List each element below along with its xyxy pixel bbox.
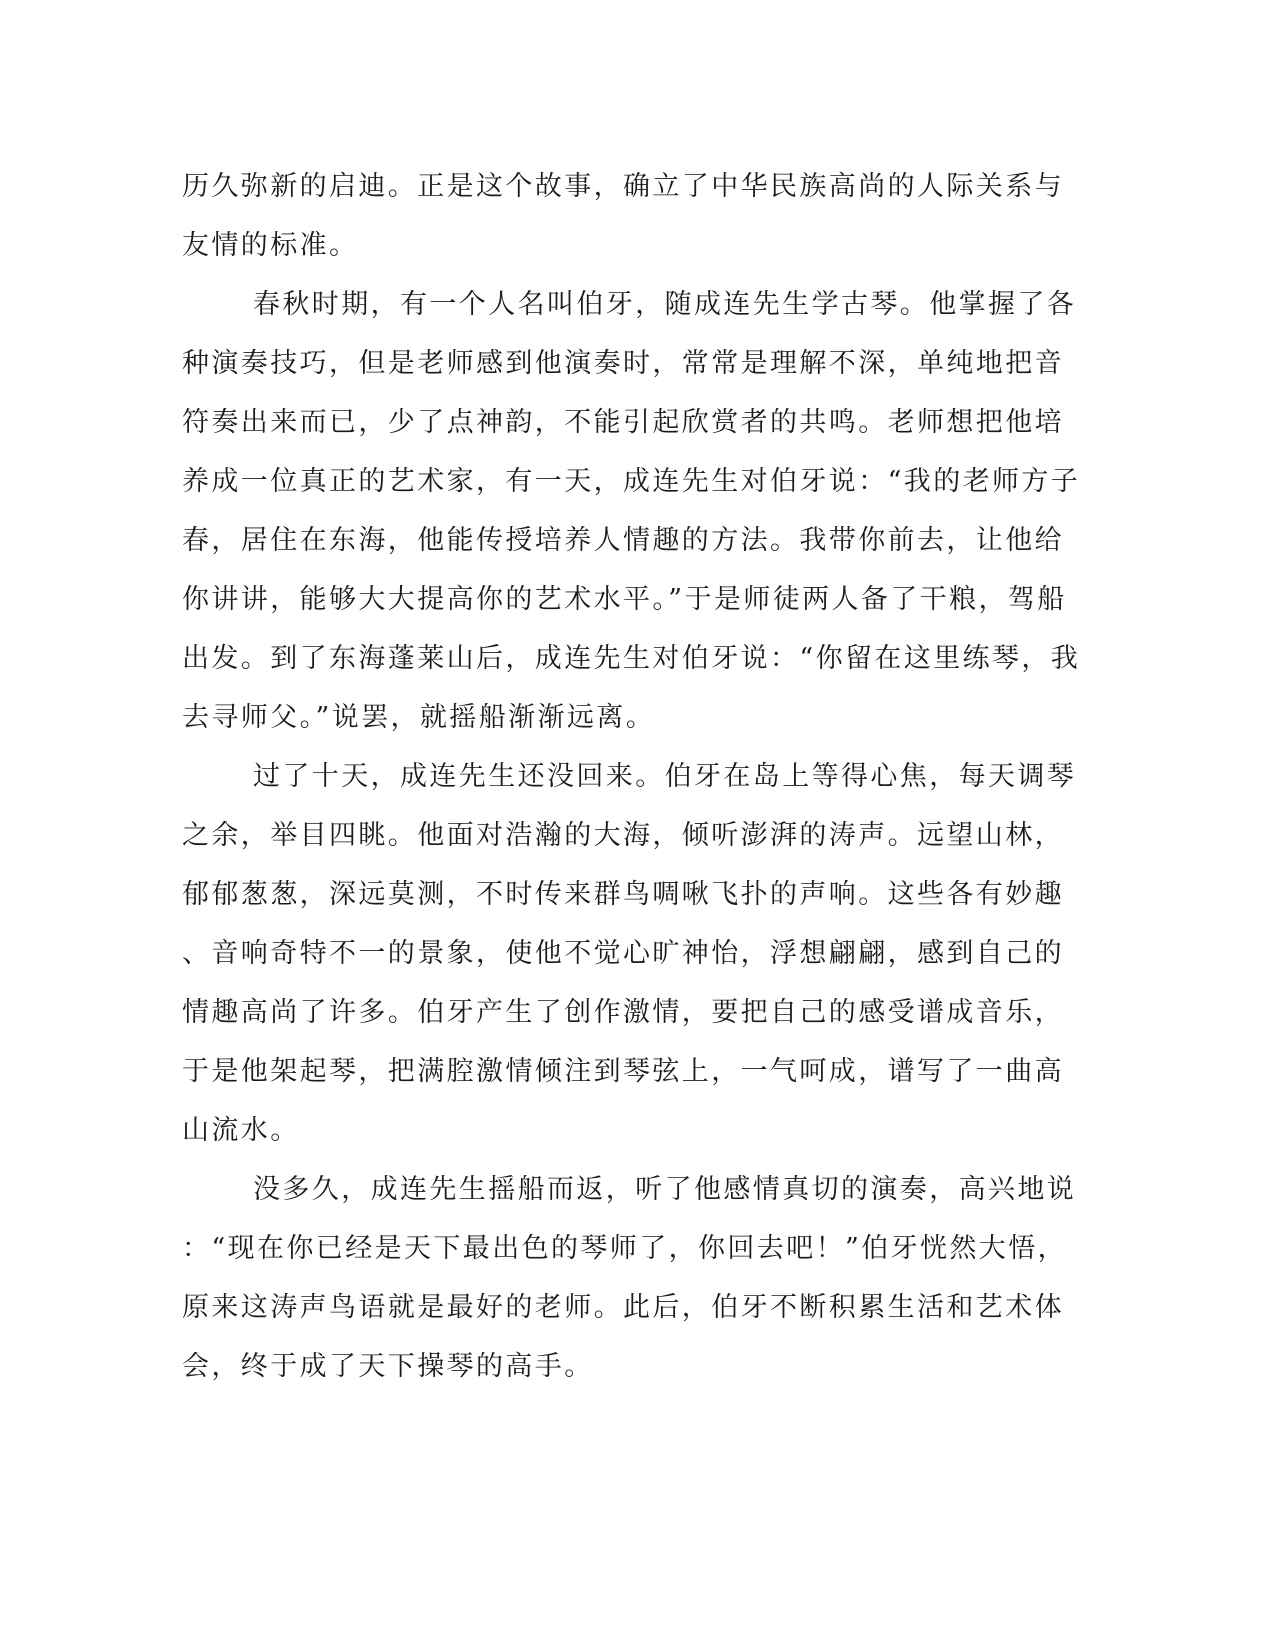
- text-line: 种演奏技巧，但是老师感到他演奏时，常常是理解不深，单纯地把音: [182, 348, 1064, 379]
- text-line: 原来这涛声鸟语就是最好的老师。此后，伯牙不断积累生活和艺术体: [182, 1292, 1064, 1323]
- text-line: 友情的标准。: [182, 230, 359, 261]
- paragraph-3: [182, 747, 1077, 1160]
- text-line: 没多久，成连先生摇船而返，听了他感情真切的演奏，高兴地说: [253, 1174, 1077, 1205]
- text-line: 去寻师父。”说罢，就摇船渐渐远离。: [182, 702, 656, 733]
- text-line: 郁郁葱葱，深远莫测，不时传来群鸟啁啾飞扑的声响。这些各有妙趣: [182, 879, 1064, 910]
- text-line: 会，终于成了天下操琴的高手。: [182, 1351, 594, 1382]
- text-line: 历久弥新的启迪。正是这个故事，确立了中华民族高尚的人际关系与: [182, 171, 1064, 202]
- text-line: ：“现在你已经是天下最出色的琴师了，你回去吧！”伯牙恍然大悟，: [182, 1233, 1068, 1264]
- text-line: 过了十天，成连先生还没回来。伯牙在岛上等得心焦，每天调琴: [253, 761, 1077, 792]
- paragraph-2: [182, 275, 1081, 747]
- paragraph-4: [182, 1160, 1077, 1396]
- text-line: 养成一位真正的艺术家，有一天，成连先生对伯牙说：“我的老师方子: [182, 466, 1081, 497]
- paragraph-1: [182, 157, 1064, 275]
- text-line: 情趣高尚了许多。伯牙产生了创作激情，要把自己的感受谱成音乐，: [182, 997, 1064, 1028]
- text-line: 于是他架起琴，把满腔激情倾注到琴弦上，一气呵成，谱写了一曲高: [182, 1056, 1064, 1087]
- text-line: 春，居住在东海，他能传授培养人情趣的方法。我带你前去，让他给: [182, 525, 1064, 556]
- text-line: 、音响奇特不一的景象，使他不觉心旷神怡，浮想翩翩，感到自己的: [182, 938, 1064, 969]
- text-line: 符奏出来而已，少了点神韵，不能引起欣赏者的共鸣。老师想把他培: [182, 407, 1064, 438]
- text-line: 你讲讲，能够大大提高你的艺术水平。”于是师徒两人备了干粮，驾船: [182, 584, 1067, 615]
- document-body: [182, 157, 1081, 1396]
- text-line: 春秋时期，有一个人名叫伯牙，随成连先生学古琴。他掌握了各: [253, 289, 1077, 320]
- text-line: 之余，举目四眺。他面对浩瀚的大海，倾听澎湃的涛声。远望山林，: [182, 820, 1064, 851]
- text-line: 出发。到了东海蓬莱山后，成连先生对伯牙说：“你留在这里练琴，我: [182, 643, 1081, 674]
- text-line: 山流水。: [182, 1115, 300, 1146]
